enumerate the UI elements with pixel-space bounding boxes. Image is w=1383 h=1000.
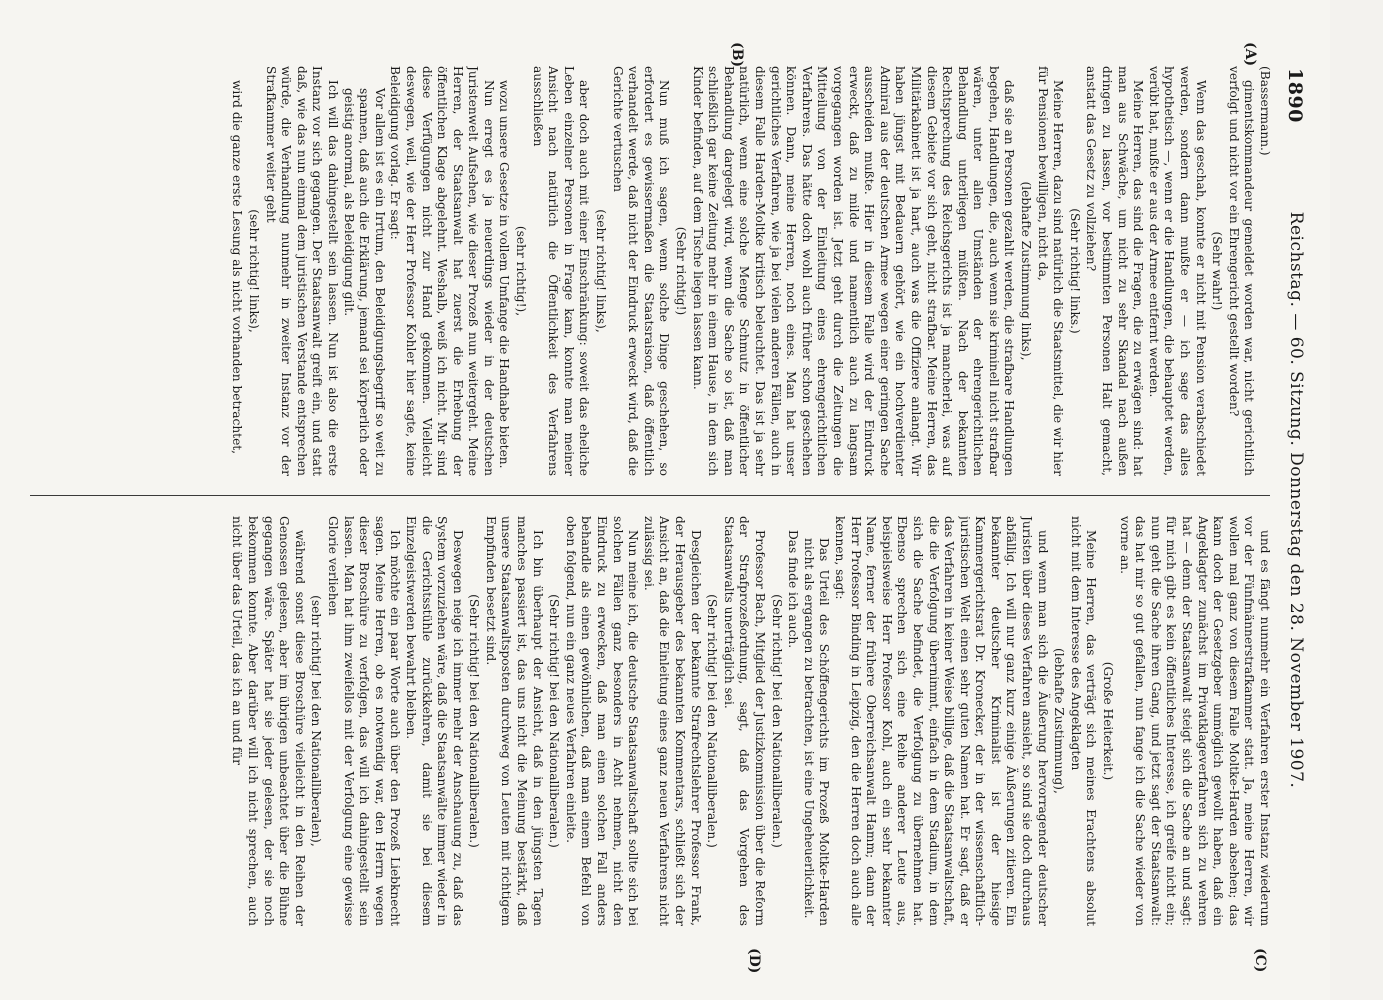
column-divider — [30, 495, 1270, 496]
speaker-name: (Bassermann.) — [1258, 66, 1272, 156]
right-column — [22, 516, 1272, 926]
paragraph: Meine Herren, dazu sind natürlich die Staatsmittel, die wir hier für Pensionen bewilligen, nicht da, — [1035, 66, 1066, 476]
paragraph: Nun erregt es ja neuerdings wieder in der deutschen Juristenwelt Aufsehen, wie dieser Prozeß nun weitergeht. Meine Herren, der Staatsanwalt hat zuerst die Erhebung der öffentlichen Klage abgelehnt. Weshalb, weiß ich nicht. Mir sind diese Verfügungen nicht zur Hand gekommen. Vielleicht deswegen, weil, wie der Herr Professor Kohler hier sagte, keine Beleidigung vorlag. Er sagt: — [388, 66, 496, 476]
interjection: (sehr richtig! links), — [247, 209, 261, 333]
quotation: Das Urteil des Schöffengerichts im Prozeß Moltke-Harden nicht als ergangen zu betrachten, ist eine Ungeheuerlichkeit. — [801, 538, 832, 926]
paragraph: Ich möchte ein paar Worte auch über den Prozeß Liebknecht sagen. Meine Herren, ob es notwendig war, den Herrn wegen dieser Broschüre zu verfolgen, das will ich dahingestellt sein lassen. Man hat ihm zweifellos mit der Verfolgung eine gewisse Glorie verliehen — [325, 516, 403, 926]
left-column — [22, 66, 1272, 476]
interjection: (Sehr richtig!) — [674, 226, 689, 316]
paragraph: und wenn man sich die Äußerung hervorragender deutscher Juristen über dieses Verfahren ansieht, so sind sie doch durchaus abfällig. Ich will nur ganz kurz einige Äußerungen zitieren. Ein bekannter deutscher Kriminalist ist der hiesige Kammergerichtsrat Dr. Kronecker, der in der wissenschaftlich-juristischen Welt einen sehr guten Namen hat. Er sagt, daß er das Verfahren in keiner Weise billige, daß die Staatsanwaltschaft, die die Verfolgung übernimmt, einfach in dem Stadium, in dem sich die Sache befindet, die Verfolgung zu übernehmen hat. Ebenso sprechen sich eine Reihe anderer Leute aus, beispielsweise Herr Professor Kohl, auch ein sehr bekannter Name, ferner der frühere Oberreichsanwalt Hamm; dann der Herr Professor Binding in Leipzig, den die Herren doch auch alle kennen, sagt: — [832, 516, 1050, 926]
interjection: (Sehr richtig! bei den Nationalliberalen.) — [705, 594, 720, 848]
quotation: Vor allem ist es ein Irrtum, den Beleidigungsbegriff so weit zu spannen, daß auch die Erklärung, jemand sei körperlich oder geistig anormal, als Beleidigung gilt. — [341, 88, 387, 476]
paragraph: Das finde ich auch. — [786, 530, 801, 649]
paragraph: Professor Bach, Mitglied der Justizkommission über die Reform der Strafprozeßordnung, sagt, daß das Vorgehen des Staatsanwalts unerträglich sei. — [721, 516, 767, 926]
interjection: (Sehr richtig! bei den Nationalliberalen.) — [547, 594, 562, 848]
page-number: 1890 — [1284, 68, 1306, 123]
paragraph: Meine Herren, das verträgt sich meines Erachtens absolut nicht mit dem Interesse des Angeklagten — [1068, 516, 1099, 926]
paragraph: wird die ganze erste Lesung als nicht vorhanden betrachtet, — [230, 80, 245, 455]
paragraph: Meine Herren, das sind die Fragen, die zu erwägen sind: hat man aus Schwäche, um nicht zu sehr Skandal nach außen dringen zu lassen, vor bestimmten Personen Halt gemacht, anstatt das Gesetz zu vollziehen? — [1084, 66, 1146, 476]
interjection: (Sehr wahr!) — [1210, 231, 1225, 311]
margin-marker-b: (B) — [729, 42, 745, 68]
paragraph: während sonst diese Broschüre vielleicht in den Reihen der Genossen gelesen, aber im übrigen unbeachtet über die Bühne gegangen wäre. Später hat sie jeder gelesen, der sie noch bekommen konnte. Aber darüber will ich nicht sprechen, auch nicht über das Urteil, das ich an und für — [230, 516, 307, 926]
paragraph: Nun muß ich sagen, wenn solche Dinge geschehen, so erfordert es gewissermaßen die Staatsraison, daß öffentlich verhandelt werde, daß nicht der Eindruck erweckt wird, daß die Gerichte vertuschen — [610, 66, 672, 476]
interjection: (Sehr richtig! bei den Nationalliberalen.) — [769, 594, 784, 848]
paragraph: Nun meine ich, die deutsche Staatsanwaltschaft sollte sich bei solchen Fällen ganz besonders in Acht nehmen, nicht den Eindruck zu erwecken, daß man einen solchen Fall anders behandle als einen gewöhnlichen, daß man einem Befehl von oben folgend, nun ein ganz neues Verfahren einleite. — [563, 516, 641, 926]
page-header — [1278, 60, 1312, 940]
margin-marker-a: (A) — [1242, 42, 1258, 67]
interjection: (lebhafte Zustimmung), — [1052, 648, 1067, 794]
paragraph: Wenn das geschah, konnte er nicht mit Pension verabschiedet werden, sondern dann mußte er — ich sage das alles hypothetisch —, wenn er die Handlungen, die behauptet werden, verübt hat, mußte er aus der Armee entfernt werden. — [1146, 66, 1208, 476]
paragraph: Ich will das dahingestellt sein lassen. Nun ist also die erste Instanz vor sich gegangen. Der Staatsanwalt greift ein, und statt daß, wie das nun einmal dem juristischen Verstande entsprechen würde, die Verhandlung nunmehr in zweiter Instanz vor der Strafkammer weiter geht — [263, 66, 340, 476]
interjection: (Große Heiterkeit.) — [1101, 661, 1116, 781]
paragraph: Desgleichen der bekannte Strafrechtslehrer Professor Frank, der Herausgeber des bekannten Kommentars, schließt sich der Ansicht an, daß die Einleitung eines ganz neuen Verfahrens nicht zulässig sei. — [641, 516, 703, 926]
paragraph: aber doch auch mit einer Einschränkung: soweit das eheliche Leben einzelner Personen in Frage kam, konnte man meiner Ansicht nach natürlich die Öffentlichkeit des Verfahrens ausschließen — [530, 66, 592, 476]
paragraph: Ich bin überhaupt der Ansicht, daß in den jüngsten Tagen manches passiert ist, das uns nicht die Meinung bestärkt, daß unsere Staatsanwaltsposten durchweg von Leuten mit richtigem Empfinden besetzt sind. — [483, 516, 545, 926]
paragraph: daß sie an Personen gezahlt werden, die strafbare Handlungen begehen, Handlungen, die, auch wenn sie kriminell nicht strafbar wären, unter allen Umständen der ehrengerichtlichen Behandlung unterliegen müßten. Nach der bekannten Rechtsprechung des Reichsgerichts ist ja mancherlei, was auf diesem Gebiete vor sich geht, nicht strafbar. Meine Herren, das Militärkabinett ist ja hart, auch was die Offiziere anlangt. Wir haben jüngst mit Bedauern gehört, wie ein hochverdienter Admiral aus der deutschen Armee wegen einer geringen Sache ausscheiden mußte. Hier in diesem Falle wird der Eindruck erweckt, daß zu milde und namentlich auch zu langsam vorgegangen worden ist. Jetzt geht durch die Zeitungen die Mitteilung von der Einleitung eines ehrengerichtlichen Verfahrens. Das hätte doch wohl auch früher schon geschehen können. Dann, meine Herren, noch eines. Man hat unser gerichtliches Verfahren, wie ja bei vielen anderen Fällen, auch in diesem Falle Harden-Moltke kritisch beleuchtet. Das ist ja sehr natürlich, wenn eine solche Menge Schmutz in öffentlicher Behandlung dargelegt wird, wenn die Sache so ist, daß man schließlich gar keine Zeitung mehr in einem Hause, in dem sich Kinder befinden, auf dem Tische liegen lassen kann. — [690, 66, 1017, 476]
interjection: (lebhafte Zustimmung links), — [1019, 181, 1034, 361]
interjection: (sehr richtig! links), — [594, 209, 609, 333]
paragraph: und es fängt nunmehr ein Verfahren erster Instanz wiederum vor der Fünfmännerstrafkammer statt. Ja, meine Herren, wir wollen mal ganz von diesem Falle Moltke-Harden absehen; das kann doch der Gesetzgeber unmöglich gewollt haben, daß ein Angeklagter zunächst im Privatklageverfahren sich zu wehren hat — denn der Staatsanwalt steigt sich die Sache an und sagt: für mich gibt es kein öffentliches Interesse, ich greife nicht ein; nun geht die Sache ihren Gang, und jetzt sagt der Staatsanwalt: das hat mir so gut gefallen, nun fange ich die Sache wieder von vorne an. — [1117, 516, 1272, 926]
page-title: Reichstag. — 60. Sitzung. Donnerstag den 28. November 1907. — [1286, 211, 1306, 789]
interjection: (sehr richtig!), — [514, 225, 529, 317]
interjection: (sehr richtig! bei den Nationalliberalen), — [309, 595, 324, 847]
paragraph: gimentskommandeur gemeldet worden war, nicht gerichtlich verfolgt und nicht vor ein Ehrengericht gestellt worden? — [1226, 66, 1257, 476]
margin-marker-d: (D) — [746, 948, 762, 974]
paragraph: Deswegen neige ich immer mehr der Anschauung zu, daß das System vorzuziehen wäre, daß die Staatsanwälte immer wieder in die Gerichtsstühle zurückkehren, damit sie bei diesem Einzelgeistwerden bewahrt bleiben. — [403, 516, 465, 926]
paragraph: wozu unsere Gesetze in vollem Umfange die Handhabe bieten. — [497, 80, 512, 469]
margin-marker-c: (C) — [1252, 948, 1268, 973]
interjection: (Sehr richtig! links.) — [1067, 208, 1082, 334]
interjection: (Sehr richtig! bei den Nationalliberalen.) — [467, 594, 482, 848]
